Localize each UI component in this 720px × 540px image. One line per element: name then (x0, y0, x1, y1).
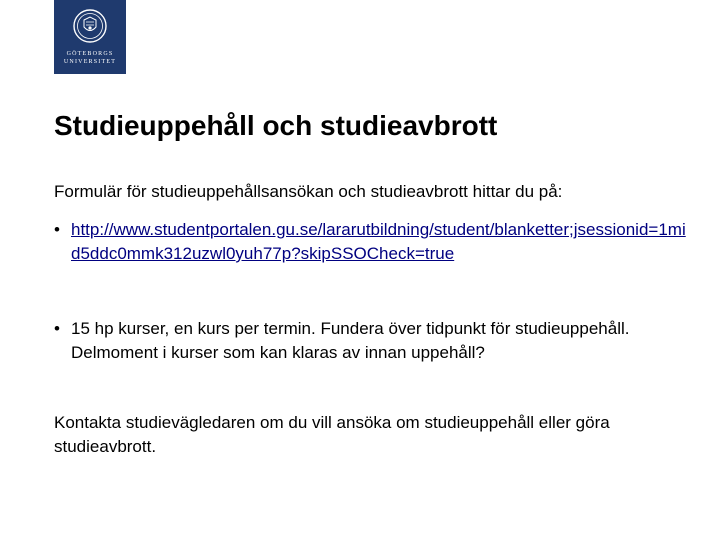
slide-body (54, 180, 694, 459)
logo-text-line1: GÖTEBORGS (66, 51, 114, 57)
contact-text: Kontakta studievägledaren om du vill ansöka om studieuppehåll eller göra studieavbrott. (54, 413, 610, 456)
bullet-text: 15 hp kurser, en kurs per termin. Fundera över tidpunkt för studieuppehåll. Delmoment i kurser som kan klaras av innan uppehåll? (71, 319, 630, 362)
bullet-item-link (54, 218, 694, 266)
bullet-item-courses (54, 317, 694, 365)
slide-title: Studieuppehåll och studieavbrott (54, 110, 498, 141)
university-seal-icon (72, 8, 108, 44)
logo-text-line2: UNIVERSITET (63, 59, 117, 65)
bullet-marker: • (54, 220, 60, 239)
bullet-marker: • (54, 319, 60, 338)
intro-text: Formulär för studieuppehållsansökan och studieavbrott hittar du på: (54, 182, 563, 201)
blanketter-link[interactable]: http://www.studentportalen.gu.se/lararutbildning/student/blanketter;jsessionid=1mid5ddc0mmk312uzwl0yuh77p?skipSSOCheck=true (71, 220, 686, 263)
university-logo (54, 0, 126, 74)
